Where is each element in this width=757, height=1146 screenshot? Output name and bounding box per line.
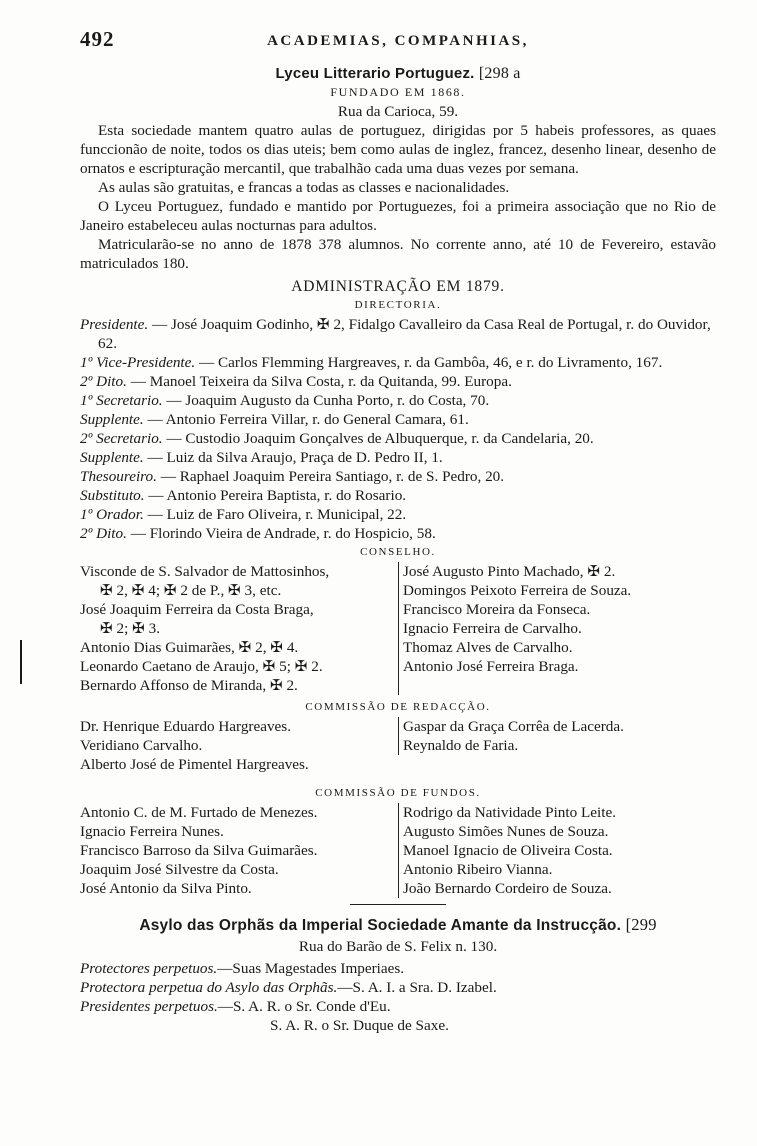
funds-member: Manoel Ignacio de Oliveira Costa. (403, 842, 613, 859)
directory-entry: Thesoureiro. — Raphael Joaquim Pereira Santiago, r. de S. Pedro, 20. (80, 468, 505, 485)
editorial-left-column (80, 717, 398, 774)
lyceu-paragraph-4: Matricularão-se no anno de 1878 378 alumnos. No corrente anno, até 10 de Fevereiro, estavão matriculados 180. (80, 236, 716, 272)
funds-member: Antonio C. de M. Furtado de Menezes. (80, 804, 318, 821)
asylo-presidents-2: S. A. R. o Sr. Duque de Saxe. (270, 1017, 449, 1034)
council-member: Visconde de S. Salvador de Mattosinhos, (80, 563, 330, 580)
asylo-title: Asylo das Orphãs da Imperial Sociedade Amante da Instrucção. (139, 917, 622, 934)
margin-mark (20, 640, 22, 684)
directory-entry: 1º Secretario. — Joaquim Augusto da Cunha Porto, r. do Costa, 70. (80, 392, 490, 409)
lyceu-paragraph-3: O Lyceu Portuguez, fundado e mantido por Portuguezes, foi a primeira associação que no Rio de Janeiro estabeleceu aulas nocturnas para adultos. (80, 198, 716, 234)
council-columns (80, 562, 716, 695)
council-member-honours: ✠ 2, ✠ 4; ✠ 2 de P., ✠ 3, etc. (100, 582, 282, 599)
asylo-ref: [299 (625, 915, 657, 934)
lyceu-title: Lyceu Litterario Portuguez. (275, 65, 475, 82)
council-member-honours: ✠ 2; ✠ 3. (100, 620, 161, 637)
council-member: Domingos Peixoto Ferreira de Souza. (403, 582, 632, 599)
page-header (80, 27, 716, 54)
council-member: Antonio Dias Guimarães, ✠ 2, ✠ 4. (80, 639, 299, 656)
council-heading: CONSELHO. (360, 546, 436, 558)
administration-heading: ADMINISTRAÇÃO EM 1879. (291, 278, 505, 295)
lyceu-paragraph-2: As aulas são gratuitas, e francas a todas as classes e nacionalidades. (98, 179, 510, 196)
section-divider (350, 904, 446, 905)
council-member: José Augusto Pinto Machado, ✠ 2. (403, 563, 616, 580)
document-page (80, 27, 716, 1035)
lyceu-paragraph-1: Esta sociedade mantem quatro aulas de portuguez, dirigidas por 5 habeis professores, as quaes funccionão de noite, todos os dias uteis; bem como aulas de inglez, francez, desenho linear, desenho de ornatos e escripturação mercantil, que trabalhão cada uma duas vezes por semana. (80, 122, 716, 177)
funds-member: Ignacio Ferreira Nunes. (80, 823, 224, 840)
council-member: Francisco Moreira da Fonseca. (403, 601, 591, 618)
directory-entry: Substituto. — Antonio Pereira Baptista, r. do Rosario. (80, 487, 407, 504)
funds-member: Antonio Ribeiro Vianna. (403, 861, 553, 878)
funds-member: Joaquim José Silvestre da Costa. (80, 861, 279, 878)
lyceu-ref: [298 a (478, 65, 521, 82)
directory-entry: Supplente. — Antonio Ferreira Villar, r. do General Camara, 61. (80, 411, 469, 428)
directory-list (80, 315, 716, 543)
council-member: Antonio José Ferreira Braga. (403, 658, 579, 675)
asylo-title-line (80, 915, 716, 935)
asylo-protectors: Protectores perpetuos.—Suas Magestades Imperiaes. (80, 960, 405, 977)
editorial-right-column (398, 717, 716, 755)
funds-member: José Antonio da Silva Pinto. (80, 880, 252, 897)
directory-heading: DIRECTORIA. (354, 299, 442, 311)
page-number: 492 (80, 27, 115, 51)
funds-member: Rodrigo da Natividade Pinto Leite. (403, 804, 617, 821)
funds-heading: COMMISSÃO DE FUNDOS. (315, 787, 481, 799)
asylo-protectress: Protectora perpetua do Asylo das Orphãs.—S. A. I. a Sra. D. Izabel. (80, 979, 497, 996)
editorial-member: Reynaldo de Faria. (403, 737, 519, 754)
editorial-member: Veridiano Carvalho. (80, 737, 203, 754)
council-member: Leonardo Caetano de Araujo, ✠ 5; ✠ 2. (80, 658, 323, 675)
directory-entry: 1º Orador. — Luiz de Faro Oliveira, r. Municipal, 22. (80, 506, 407, 523)
council-member: José Joaquim Ferreira da Costa Braga, (80, 601, 314, 618)
lyceu-address: Rua da Carioca, 59. (337, 103, 459, 120)
funds-member: João Bernardo Cordeiro de Souza. (403, 880, 612, 897)
directory-entry: 1º Vice-Presidente. — Carlos Flemming Hargreaves, r. da Gambôa, 46, e r. do Livramento, 167. (80, 354, 663, 371)
council-member: Thomaz Alves de Carvalho. (403, 639, 573, 656)
council-member: Bernardo Affonso de Miranda, ✠ 2. (80, 677, 298, 694)
lyceu-founded: FUNDADO EM 1868. (330, 85, 466, 99)
funds-member: Augusto Simões Nunes de Souza. (403, 823, 609, 840)
editorial-member: Dr. Henrique Eduardo Hargreaves. (80, 718, 292, 735)
funds-left-column (80, 803, 398, 898)
funds-columns (80, 803, 716, 898)
editorial-member: Alberto José de Pimentel Hargreaves. (80, 756, 309, 773)
lyceu-title-line (80, 64, 716, 83)
directory-entry: 2º Dito. — Manoel Teixeira da Silva Costa, r. da Quitanda, 99. Europa. (80, 373, 512, 390)
funds-member: Francisco Barroso da Silva Guimarães. (80, 842, 318, 859)
asylo-presidents: Presidentes perpetuos.—S. A. R. o Sr. Conde d'Eu. (80, 998, 391, 1015)
council-right-column (398, 562, 716, 695)
editorial-heading: COMMISSÃO DE REDACÇÃO. (305, 701, 491, 713)
editorial-member: Gaspar da Graça Corrêa de Lacerda. (403, 718, 624, 735)
funds-right-column (398, 803, 716, 898)
directory-entry: Presidente. — José Joaquim Godinho, ✠ 2, Fidalgo Cavalleiro da Casa Real de Portugal, r. do Ouvidor, 62. (80, 316, 711, 352)
council-member: Ignacio Ferreira de Carvalho. (403, 620, 582, 637)
editorial-columns (80, 717, 716, 774)
directory-entry: 2º Secretario. — Custodio Joaquim Gonçalves de Albuquerque, r. da Candelaria, 20. (80, 430, 594, 447)
directory-entry: Supplente. — Luiz da Silva Araujo, Praça de D. Pedro II, 1. (80, 449, 443, 466)
council-left-column (80, 562, 398, 695)
directory-entry: 2º Dito. — Florindo Vieira de Andrade, r. do Hospicio, 58. (80, 525, 436, 542)
asylo-address: Rua do Barão de S. Felix n. 130. (298, 938, 498, 955)
running-title: ACADEMIAS, COMPANHIAS, (267, 33, 529, 49)
